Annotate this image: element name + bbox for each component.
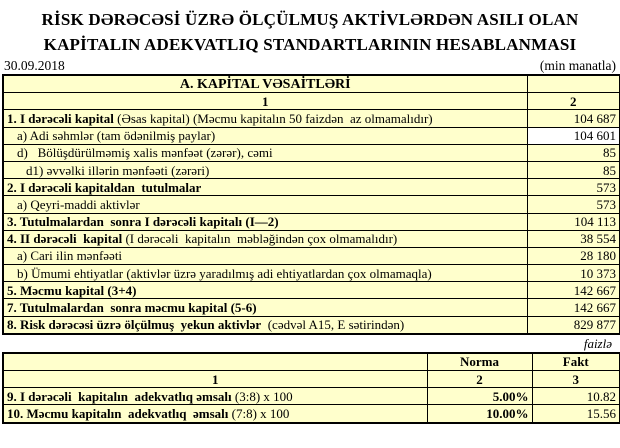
row-label: d) Bölüşdürülməmiş xalis mənfəət (zərər), cəmi [3,144,527,161]
meta-row [1,57,619,74]
percent-note: faizlə [583,335,612,351]
table-row [3,265,620,282]
row-label: 4. II dərəcəli kapital (I dərəcəli kapitalın məbləğindən çox olmamalıdır) [3,230,527,247]
ratios-header-empty-cell [3,353,427,371]
column-number-1: 1 [3,93,527,110]
capital-table [2,74,620,335]
row-value: 142 667 [527,282,620,299]
row-value: 85 [527,144,620,161]
row-value: 104 687 [527,110,620,127]
capital-table-body [3,110,620,334]
table-row [3,161,620,178]
row-value: 85 [527,161,620,178]
table-row [3,282,620,299]
table-row [3,196,620,213]
ratio-row [3,405,620,423]
table-row [3,144,620,161]
row-label: 5. Məcmu kapital (3+4) [3,282,527,299]
ratios-column-number-2: 2 [427,371,532,388]
ratios-column-number-3: 3 [532,371,620,388]
column-number-2: 2 [527,93,620,110]
report-date: 30.09.2018 [4,58,65,73]
row-label: a) Cari ilin mənfəəti [3,247,527,264]
table-row [3,127,620,144]
table-row [3,247,620,264]
row-label: 8. Risk dərəcəsi üzrə ölçülmuş yekun aktivlər (cədvəl A15, E sətirindən) [3,316,527,334]
norma-value: 10.00% [427,405,532,423]
row-value: 829 877 [527,316,620,334]
table-row [3,230,620,247]
ratios-table [2,352,620,424]
page-title [5,7,615,57]
ratio-label: 9. I dərəcəli kapitalın adekvatlıq əmsalı (3:8) x 100 [3,388,427,405]
ratios-column-number-row [3,371,620,388]
row-label: 3. Tutulmalardan sonra I dərəcəli kapitalı (I—2) [3,213,527,230]
section-header: A. KAPİTAL VƏSAİTLƏRİ [3,75,527,93]
fakt-header: Fakt [532,353,620,371]
row-value: 38 554 [527,230,620,247]
table-row [3,110,620,127]
section-header-empty-cell [527,75,620,93]
row-value: 142 667 [527,299,620,316]
row-label: 7. Tutulmalardan sonra məcmu kapital (5-6) [3,299,527,316]
table-row [3,213,620,230]
ratios-column-number-1: 1 [3,371,427,388]
row-value: 28 180 [527,247,620,264]
norma-value: 5.00% [427,388,532,405]
page-title-line1: RİSK DƏRƏCƏSİ ÜZRƏ ÖLÇÜLMUŞ AKTİVLƏRDƏN ASILI OLAN [41,10,579,29]
row-label: 2. I dərəcəli kapitaldan tutulmalar [3,179,527,196]
table-row [3,299,620,316]
column-number-row [3,93,620,110]
row-value: 573 [527,179,620,196]
norma-header: Norma [427,353,532,371]
row-label: b) Ümumi ehtiyatlar (aktivlər üzrə yaradılmış adi ehtiyatlardan çox olmamaqla) [3,265,527,282]
unit-note: (min manatla) [539,58,616,73]
page-title-line2: KAPİTALIN ADEKVATLIQ STANDARTLARININ HESABLANMASI [43,35,577,54]
row-value: 10 373 [527,265,620,282]
row-label: a) Adi səhmlər (tam ödənilmiş paylar) [3,127,527,144]
fakt-value: 15.56 [532,405,620,423]
ratio-row [3,388,620,405]
table-row [3,179,620,196]
ratios-table-body [3,388,620,423]
row-label: a) Qeyri-maddi aktivlər [3,196,527,213]
section-header-row [3,75,620,93]
selected-cell[interactable]: 104 601 [527,127,620,144]
row-label: 1. I dərəcəli kapital (Əsas kapital) (Məcmu kapitalın 50 faizdən az olmamalıdır) [3,110,527,127]
ratio-label: 10. Məcmu kapitalın adekvatlıq əmsalı (7:8) x 100 [3,405,427,423]
table-row [3,316,620,334]
row-label: d1) əvvəlki illərin mənfəəti (zərəri) [3,161,527,178]
ratios-header-row [3,353,620,371]
row-value: 573 [527,196,620,213]
row-value: 104 113 [527,213,620,230]
fakt-value: 10.82 [532,388,620,405]
